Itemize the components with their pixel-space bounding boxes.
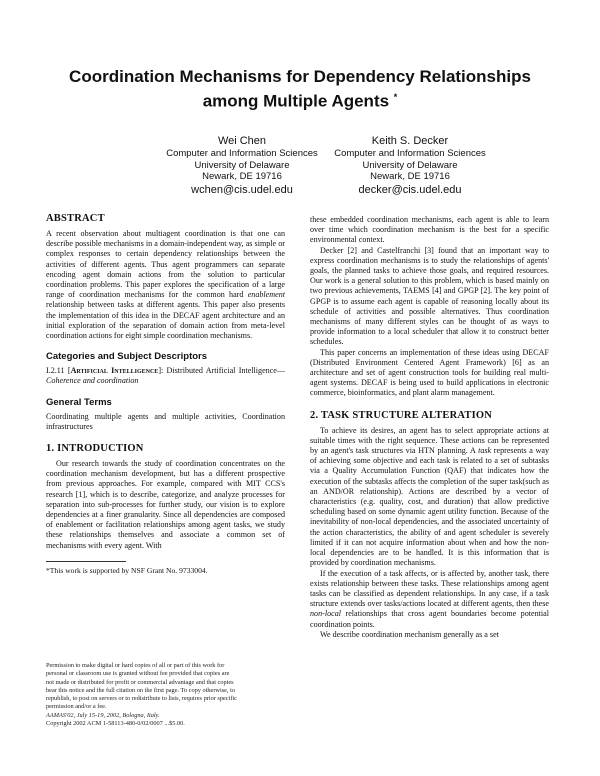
general-terms-heading: General Terms bbox=[46, 396, 112, 408]
title-line-2-text: among Multiple Agents bbox=[202, 91, 390, 111]
author-univ: University of Delaware bbox=[362, 159, 458, 171]
section-2-paragraph-1: To achieve its desires, an agent has to select appropriate actions at suitable times with the right sequence. These actions can be represented by an agent's task structures via HTN planning. A task represents a way of achieving some objective and each task is related to a set of subtasks via a Quality Accumulation Function (QAF) that indicates how the execution of the subtasks affects the completion of the super task(such as an AND/OR relationship). Actions are described by a vector of characteristics (e.g. quality, cost, and duration) that allow predictive scheduling based on some dynamic agent utility function. Because of the inevitability of non-local dependencies, and the associated uncertainty of the action characteristics, the ability of and agent scheduler is severely limited if it can not acquire information about when and how the non-local dependencies are to be handled. It is this information that is provided by coordination mechanisms. bbox=[310, 425, 549, 568]
footnote-rule bbox=[46, 561, 126, 562]
right-paragraph-1: these embedded coordination mechanisms, each agent is able to learn over time which coordination mechanism is the best for a specific environmental context. bbox=[310, 215, 549, 245]
title-line-2 bbox=[40, 87, 560, 112]
title-line-1: Coordination Mechanisms for Dependency Relationships bbox=[69, 67, 531, 86]
author-dept: Computer and Information Sciences bbox=[166, 148, 318, 159]
categories-text: I.2.11 [Artificial Intelligence]: Distributed Artificial Intelligence—Coherence and coordination bbox=[46, 366, 285, 386]
right-paragraph-3: This paper concerns an implementation of these ideas using DECAF (Distributed Environment Centered Agent Framework) [6] as an architecture and set of agent construction tools for building real multi-agent systems. DECAF is being used to build applications in electronic commerce, bioinformatics, and plant alarm management. bbox=[310, 347, 549, 398]
right-paragraph-2: Decker [2] and Castelfranchi [3] found that an important way to express coordination mechanisms is to study the relationships of agents' goals, the planned tasks to achieve those goals, and required resources. Our work is a general solution to this problem, which is based mainly on two previous achievements, TAEMS [4] and GPGP [2]. The key point of GPGP is to assume each agent is capable of reasoning locally about its schedule of activities and possible alternatives. Thus coordination mechanisms of many different styles can be thought of as ways to provide information to a local scheduler that allow it to construct better schedules. bbox=[310, 245, 549, 347]
paper-title bbox=[40, 66, 560, 112]
section-2-paragraph-2: If the execution of a task affects, or is affected by, another task, there exists relationship between these tasks. These relationships among agent tasks can be classified as dependent relationships. In any case, if a task structure extends over tasks/actions located at different agents, then these non-local relationships that cross agent boundaries become potential coordination points. bbox=[310, 568, 549, 629]
footnote: *This work is supported by NSF Grant No. 9733004. bbox=[46, 565, 208, 575]
abstract-heading: ABSTRACT bbox=[46, 213, 105, 224]
author-email: decker@cis.udel.edu bbox=[358, 183, 462, 196]
introduction-text: Our research towards the study of coordination concentrates on the coordination mechanism development, but has a different prospective from previous approaches. For example, compared with MIT CCS's research [1], which is to describe, categorize, and analyze processes for separation into sub-processes for further study, our vision is to explore dependencies at a finer granularity. Since all dependencies are composed of enablement or facilitation relationships among agent tasks, we study these relationships themselves and associate a common set of mechanisms with every agent. With bbox=[46, 459, 285, 550]
permission-notice: Permission to make digital or hard copies of all or part of this work for personal or classroom use is granted without fee provided that copies are not made or distributed for profit or commercial advantage and that copies bear this notice and the full citation on the first page. To copy otherwise, to republish, to post on servers or to redistribute to lists, requires prior specific permission and/or a fee. AAMAS'02, July 15-19, 2002, Bologna, Italy. Copyright 2002 ACM 1-58113-480-0/02/0007 ...$5.00. bbox=[46, 662, 237, 728]
author-city: Newark, DE 19716 bbox=[202, 171, 282, 182]
section-2-paragraph-3: We describe coordination mechanism generally as a set bbox=[320, 629, 499, 639]
categories-heading: Categories and Subject Descriptors bbox=[46, 351, 208, 363]
author-name: Keith S. Decker bbox=[371, 135, 449, 147]
general-terms-text: Coordinating multiple agents and multiple activities, Coordination infrastructures bbox=[46, 411, 285, 431]
author-dept: Computer and Information Sciences bbox=[334, 148, 486, 159]
author-block-2 bbox=[300, 134, 520, 198]
right-column bbox=[310, 215, 549, 640]
abstract-text: A recent observation about multiagent coordination is that one can describe possible mechanisms in a domain-independent way, as simple or complex responses to certain dependency relationships between the activities of different agents. Thus agent programmers can separate encoding agent domain actions from the solution to particular coordination problems. This paper explores the specification of a large range of coordination mechanisms for the common hard enablement relationship between tasks at different agents. This paper also presents the implementation of this idea in the DECAF agent architecture and an initial exploration of the separation of domain action from meta-level coordination actions for eight simple coordination mechanisms. bbox=[46, 229, 285, 341]
title-footnote-mark: * bbox=[393, 92, 398, 102]
section-2-heading: 2. TASK STRUCTURE ALTERATION bbox=[310, 409, 493, 421]
introduction-heading: 1. INTRODUCTION bbox=[46, 443, 144, 455]
author-univ: University of Delaware bbox=[194, 159, 290, 171]
author-name: Wei Chen bbox=[217, 135, 267, 147]
author-city: Newark, DE 19716 bbox=[370, 171, 450, 182]
author-email: wchen@cis.udel.edu bbox=[191, 183, 293, 196]
left-column bbox=[46, 212, 285, 575]
